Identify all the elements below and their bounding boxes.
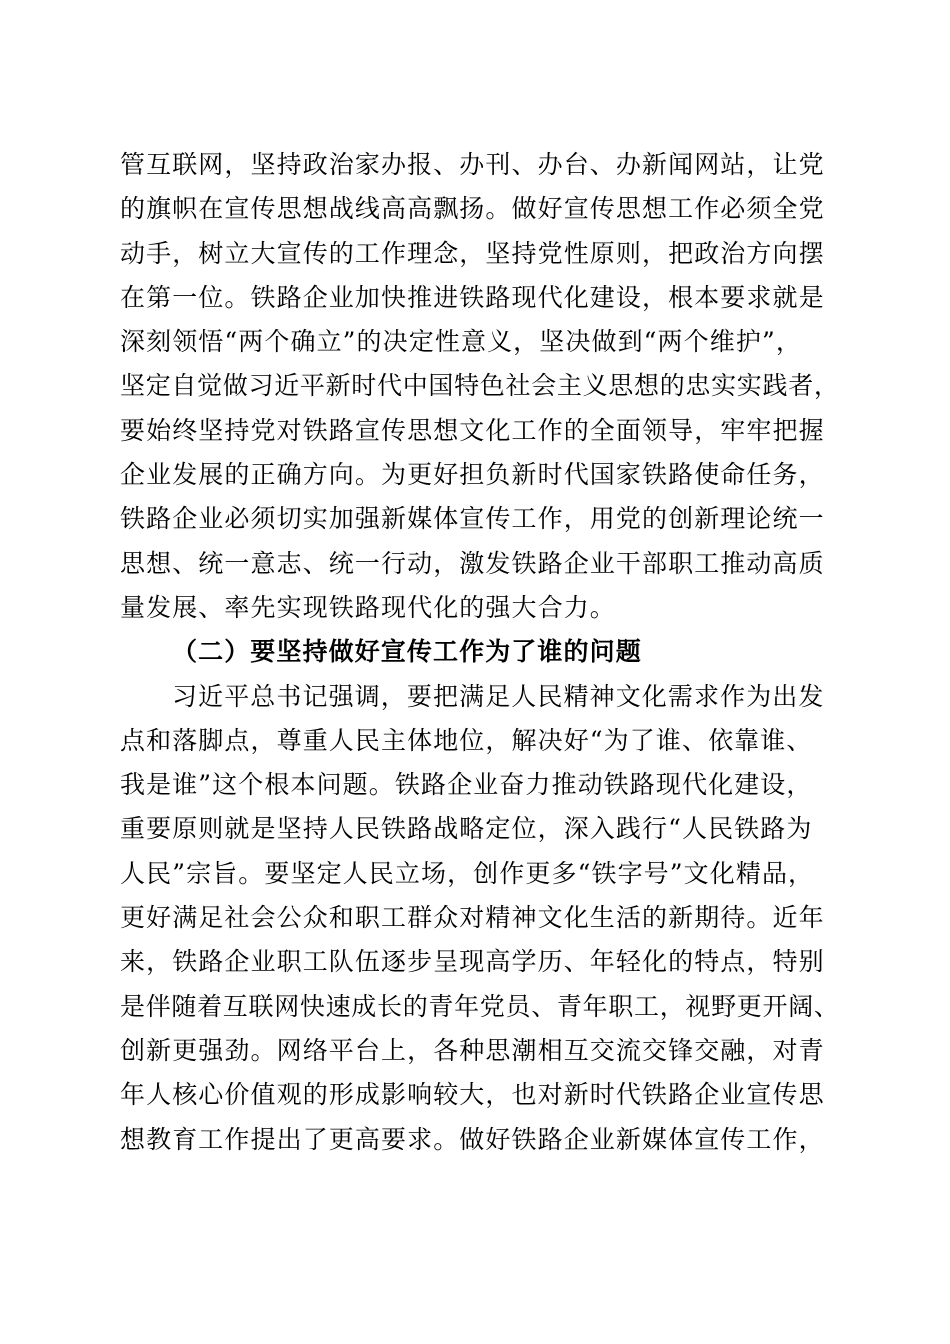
paragraph-line: 铁路企业必须切实加强新媒体宣传工作，用党的创新理论统一 — [120, 504, 825, 534]
paragraph-line: 坚定自觉做习近平新时代中国特色社会主义思想的忠实实践者， — [120, 371, 840, 401]
paragraph-line: 重要原则就是坚持人民铁路战略定位，深入践行“人民铁路为 — [120, 814, 813, 844]
section-heading: （二）要坚持做好宣传工作为了谁的问题 — [172, 637, 642, 667]
paragraph-line: 要始终坚持党对铁路宣传思想文化工作的全面领导，牢牢把握 — [120, 415, 825, 445]
paragraph-line: 来，铁路企业职工队伍逐步呈现高学历、年轻化的特点，特别 — [120, 947, 825, 977]
paragraph-line: 习近平总书记强调，要把满足人民精神文化需求作为出发 — [172, 681, 825, 711]
paragraph-line: 动手，树立大宣传的工作理念，坚持党性原则，把政治方向摆 — [120, 238, 825, 268]
paragraph-line: 思想、统一意志、统一行动，激发铁路企业干部职工推动高质 — [120, 548, 825, 578]
paragraph-line: 的旗帜在宣传思想战线高高飘扬。做好宣传思想工作必须全党 — [120, 194, 825, 224]
paragraph-line: 管互联网，坚持政治家办报、办刊、办台、办新闻网站，让党 — [120, 150, 825, 179]
paragraph-line: 在第一位。铁路企业加快推进铁路现代化建设，根本要求就是 — [120, 282, 825, 312]
paragraph-line: 量发展、率先实现铁路现代化的强大合力。 — [120, 592, 616, 622]
paragraph-line: 想教育工作提出了更高要求。做好铁路企业新媒体宣传工作， — [120, 1124, 825, 1154]
paragraph-line: 年人核心价值观的形成影响较大，也对新时代铁路企业宣传思 — [120, 1080, 825, 1110]
paragraph-line: 更好满足社会公众和职工群众对精神文化生活的新期待。近年 — [120, 903, 825, 933]
paragraph-line: 点和落脚点，尊重人民主体地位，解决好“为了谁、依靠谁、 — [120, 725, 813, 755]
paragraph-line: 是伴随着互联网快速成长的青年党员、青年职工，视野更开阔、 — [120, 991, 840, 1021]
body-text — [120, 143, 840, 1162]
paragraph-line: 企业发展的正确方向。为更好担负新时代国家铁路使命任务， — [120, 460, 825, 490]
paragraph-line: 深刻领悟“两个确立”的决定性意义，坚决做到“两个维护”， — [120, 327, 802, 357]
paragraph-line: 创新更强劲。网络平台上，各种思潮相互交流交锋交融，对青 — [120, 1035, 825, 1065]
paragraph-line: 我是谁”这个根本问题。铁路企业奋力推动铁路现代化建设， — [120, 770, 813, 800]
paragraph-line: 人民”宗旨。要坚定人民立场，创作更多“铁字号”文化精品， — [120, 858, 815, 888]
